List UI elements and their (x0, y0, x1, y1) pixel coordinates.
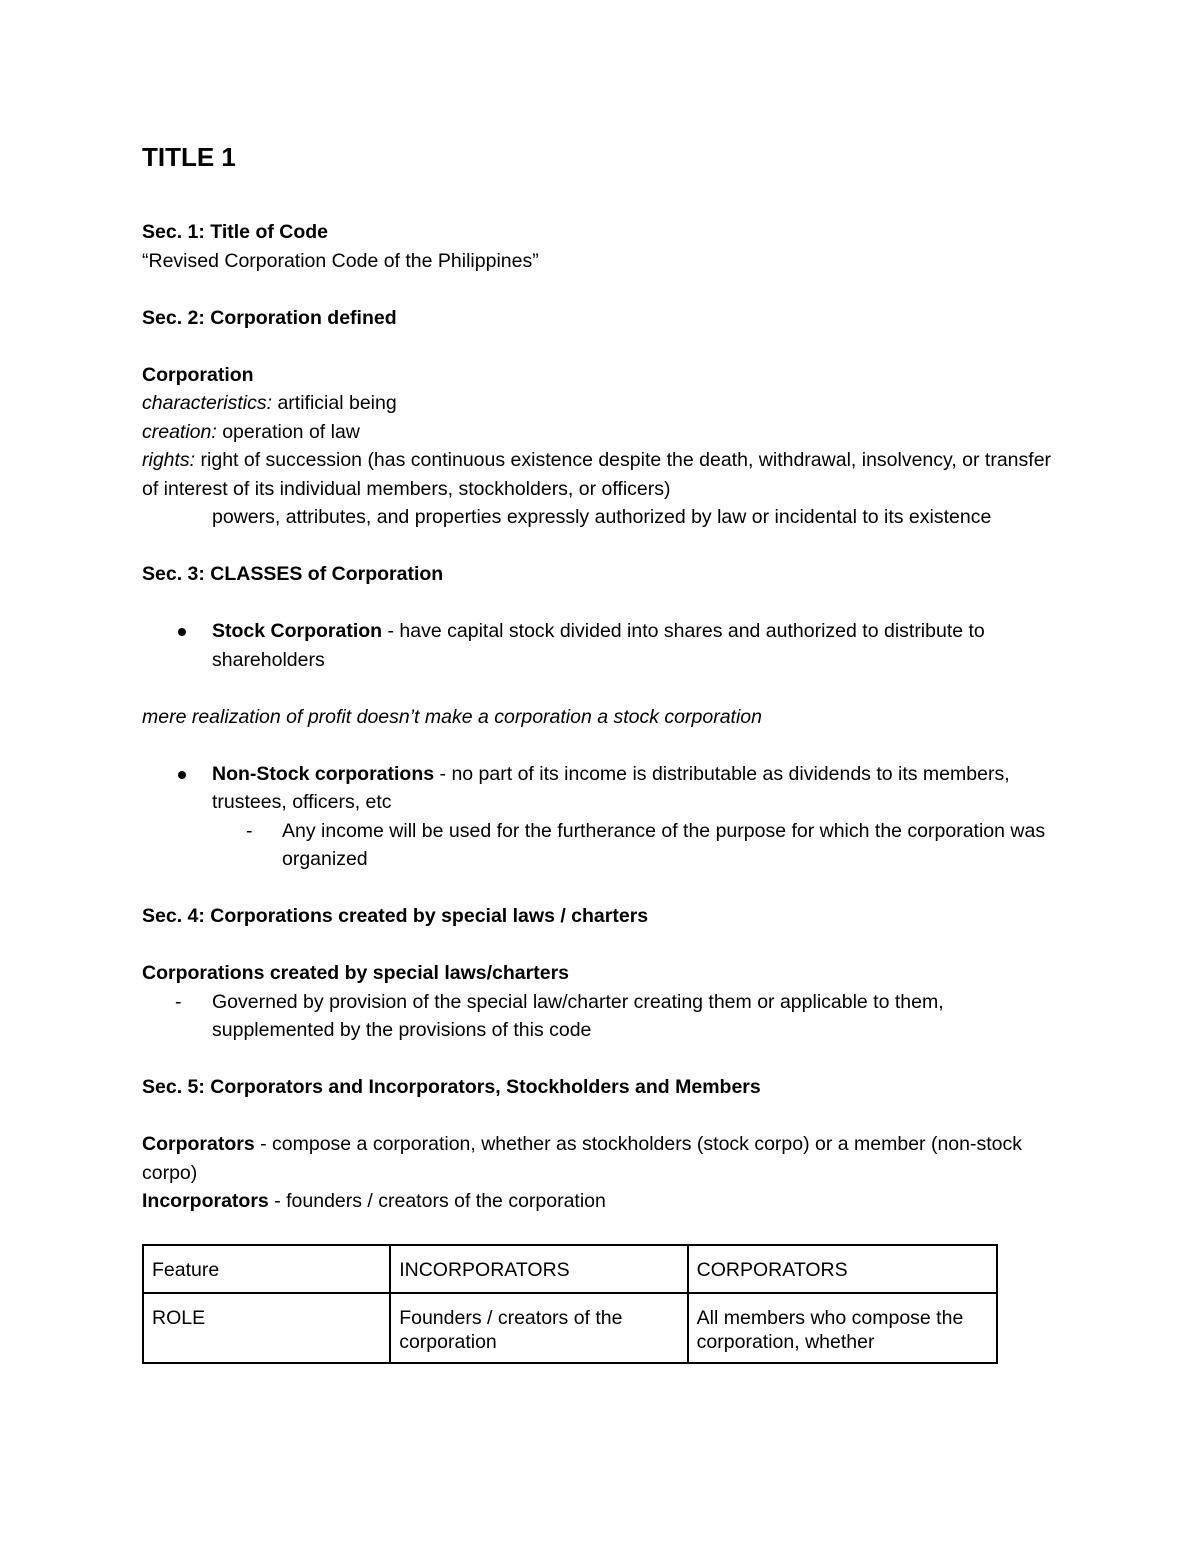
sec2-subheading: Corporation (142, 363, 254, 386)
bullet-icon (178, 628, 186, 636)
list-item-nonstock-corporation: Non-Stock corporations - no part of its income is distributable as dividends to its members, trustees, officers, etc (142, 760, 1057, 817)
incorporators-definition: Incorporators - founders / creators of the corporation (142, 1190, 606, 1212)
sec3-heading: Sec. 3: CLASSES of Corporation (142, 563, 444, 585)
table-cell: Founders / creators of the corporation (390, 1293, 687, 1363)
sec1-heading: Sec. 1: Title of Code (142, 221, 329, 243)
document-body (142, 140, 1057, 1364)
table-header-row (143, 1245, 997, 1293)
sec4-subheading: Corporations created by special laws/charters (142, 962, 570, 984)
dash-marker: - (175, 990, 182, 1013)
list-item-stock-corporation: Stock Corporation - have capital stock divided into shares and authorized to distribute to shareholders (142, 617, 1057, 674)
table-cell: ROLE (143, 1293, 390, 1363)
creation-line: creation: operation of law (142, 420, 360, 443)
rights-line: rights: right of succession (has continuous existence despite the death, withdrawal, insolvency, or transfer of interest of its individual members, stockholders, or officers) (142, 449, 1052, 500)
sec5-heading: Sec. 5: Corporators and Incorporators, Stockholders and Members (142, 1076, 761, 1098)
stock-note: mere realization of profit doesn’t make a corporation a stock corporation (142, 705, 762, 728)
dash-marker: - (246, 819, 253, 842)
characteristics-line: characteristics: artificial being (142, 392, 397, 414)
powers-line: powers, attributes, and properties expressly authorized by law or incidental to its existence (212, 506, 992, 528)
table-cell: INCORPORATORS (390, 1245, 687, 1293)
table-row (143, 1293, 997, 1363)
sec4-item: - Governed by provision of the special law/charter creating them or applicable to them, supplemented by the provisions of this code (142, 988, 1057, 1045)
stock-list (142, 617, 1057, 674)
corporators-definition: Corporators - compose a corporation, whether as stockholders (stock corpo) or a member (non-stock corpo) (142, 1133, 1023, 1184)
sec2-heading: Sec. 2: Corporation defined (142, 306, 397, 329)
bullet-icon (178, 771, 186, 779)
nonstock-list (142, 760, 1057, 817)
table-cell: CORPORATORS (688, 1245, 997, 1293)
sec4-heading: Sec. 4: Corporations created by special laws / charters (142, 905, 649, 927)
nonstock-subitem: - Any income will be used for the furtherance of the purpose for which the corporation was organized (142, 817, 1057, 874)
sec1-text: “Revised Corporation Code of the Philippines” (142, 249, 539, 272)
table-cell: Feature (143, 1245, 390, 1293)
document-title: TITLE 1 (142, 142, 236, 172)
table-cell: All members who compose the corporation, whether (688, 1293, 997, 1363)
comparison-table (142, 1244, 998, 1364)
